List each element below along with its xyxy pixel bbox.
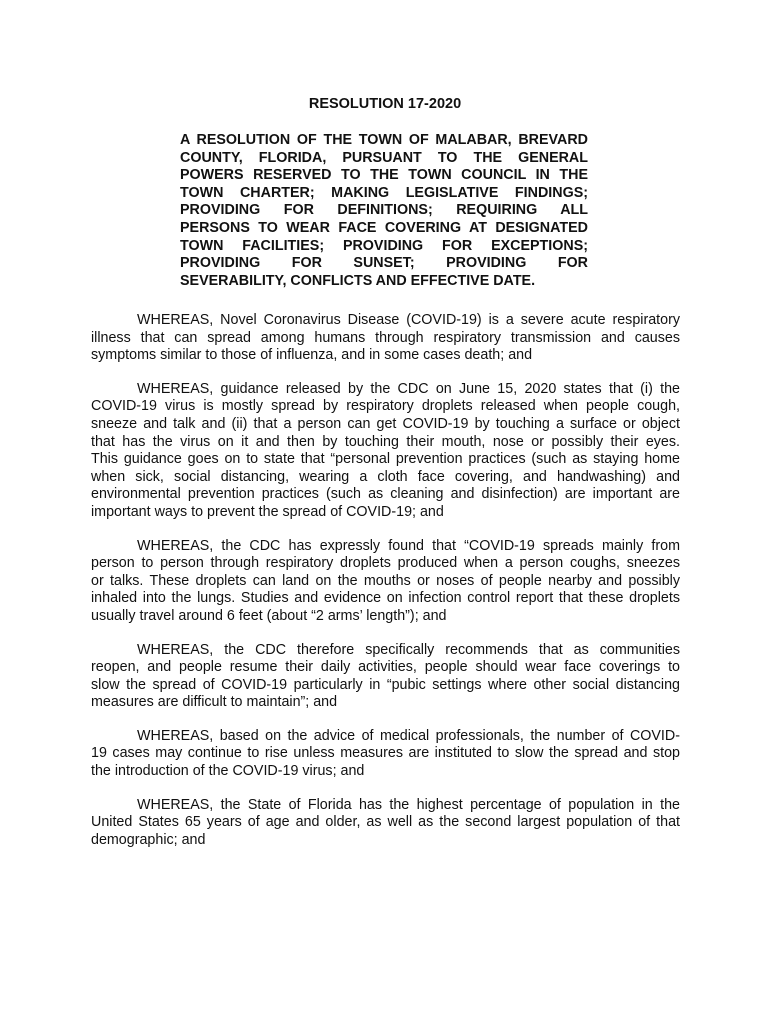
- whereas-paragraph-5: [91, 728, 680, 781]
- paragraph-line: inhaled into the lungs. Studies and evidence on infection control report that these droplets: [91, 590, 680, 607]
- resolution-heading: [180, 132, 588, 290]
- whereas-paragraph-6: [91, 797, 680, 850]
- heading-line: TOWN CHARTER; MAKING LEGISLATIVE FINDINGS;: [180, 184, 588, 201]
- paragraph-line: illness that can spread among humans through respiratory transmission and causes: [91, 329, 680, 346]
- heading-line: A RESOLUTION OF THE TOWN OF MALABAR, BREVARD: [180, 132, 588, 148]
- paragraph-line: WHEREAS, the CDC has expressly found that “COVID-19 spreads mainly from: [137, 537, 680, 554]
- paragraph-line: 19 cases may continue to rise unless measures are instituted to slow the spread and stop: [91, 745, 680, 762]
- paragraph-line: United States 65 years of age and older, as well as the second largest population of that: [91, 814, 680, 831]
- paragraph-line: the introduction of the COVID-19 virus; and: [91, 763, 365, 780]
- whereas-paragraph-2: [91, 381, 680, 522]
- paragraph-line: demographic; and: [91, 831, 206, 848]
- paragraph-line: COVID-19 virus is mostly spread by respiratory droplets released when people cough,: [91, 398, 680, 415]
- paragraph-line: slow the spread of COVID-19 particularly in “pubic settings where other social distancing: [91, 676, 680, 693]
- paragraph-line: sneeze and talk and (ii) that a person can get COVID-19 by touching a surface or object: [91, 415, 680, 432]
- paragraph-line: This guidance goes on to state that “personal prevention practices (such as staying home: [91, 451, 680, 468]
- paragraph-line: that has the virus on it and then by touching their mouth, nose or possibly their eyes.: [91, 433, 680, 450]
- paragraph-line: environmental prevention practices (such as cleaning and disinfection) are important are: [91, 486, 680, 503]
- paragraph-line: WHEREAS, guidance released by the CDC on June 15, 2020 states that (i) the: [137, 380, 680, 397]
- paragraph-line: WHEREAS, the CDC therefore specifically recommends that as communities: [137, 641, 680, 658]
- paragraph-line: when sick, social distancing, wearing a cloth face covering, and handwashing) and: [91, 468, 680, 485]
- paragraph-line: person to person through respiratory droplets produced when a person coughs, sneezes: [91, 555, 680, 572]
- paragraph-line: WHEREAS, Novel Coronavirus Disease (COVID-19) is a severe acute respiratory: [137, 312, 680, 328]
- paragraph-line: usually travel around 6 feet (about “2 arms’ length”); and: [91, 607, 447, 624]
- heading-line: TOWN FACILITIES; PROVIDING FOR EXCEPTIONS;: [180, 237, 588, 254]
- resolution-title: RESOLUTION 17-2020: [308, 96, 462, 112]
- paragraph-line: symptoms similar to those of influenza, and in some cases death; and: [91, 347, 533, 364]
- heading-line: COUNTY, FLORIDA, PURSUANT TO THE GENERAL: [180, 149, 588, 166]
- heading-line: POWERS RESERVED TO THE TOWN COUNCIL IN THE: [180, 167, 588, 184]
- paragraph-line: or talks. These droplets can land on the mouths or noses of people nearby and possibly: [91, 572, 680, 589]
- document-body: [91, 312, 680, 865]
- paragraph-line: WHEREAS, the State of Florida has the highest percentage of population in the: [137, 796, 680, 813]
- whereas-paragraph-4: [91, 642, 680, 712]
- whereas-paragraph-3: [91, 538, 680, 626]
- paragraph-line: WHEREAS, based on the advice of medical professionals, the number of COVID-: [137, 727, 680, 744]
- whereas-paragraph-1: [91, 312, 680, 365]
- heading-line: PERSONS TO WEAR FACE COVERING AT DESIGNATED: [180, 219, 588, 236]
- paragraph-line: important ways to prevent the spread of COVID-19; and: [91, 503, 444, 520]
- heading-line: PROVIDING FOR DEFINITIONS; REQUIRING ALL: [180, 202, 588, 219]
- paragraph-line: reopen, and people resume their daily activities, people should wear face coverings to: [91, 659, 680, 676]
- paragraph-line: measures are difficult to maintain”; and: [91, 694, 338, 711]
- heading-line: SEVERABILITY, CONFLICTS AND EFFECTIVE DATE.: [180, 272, 536, 289]
- heading-line: PROVIDING FOR SUNSET; PROVIDING FOR: [180, 255, 588, 272]
